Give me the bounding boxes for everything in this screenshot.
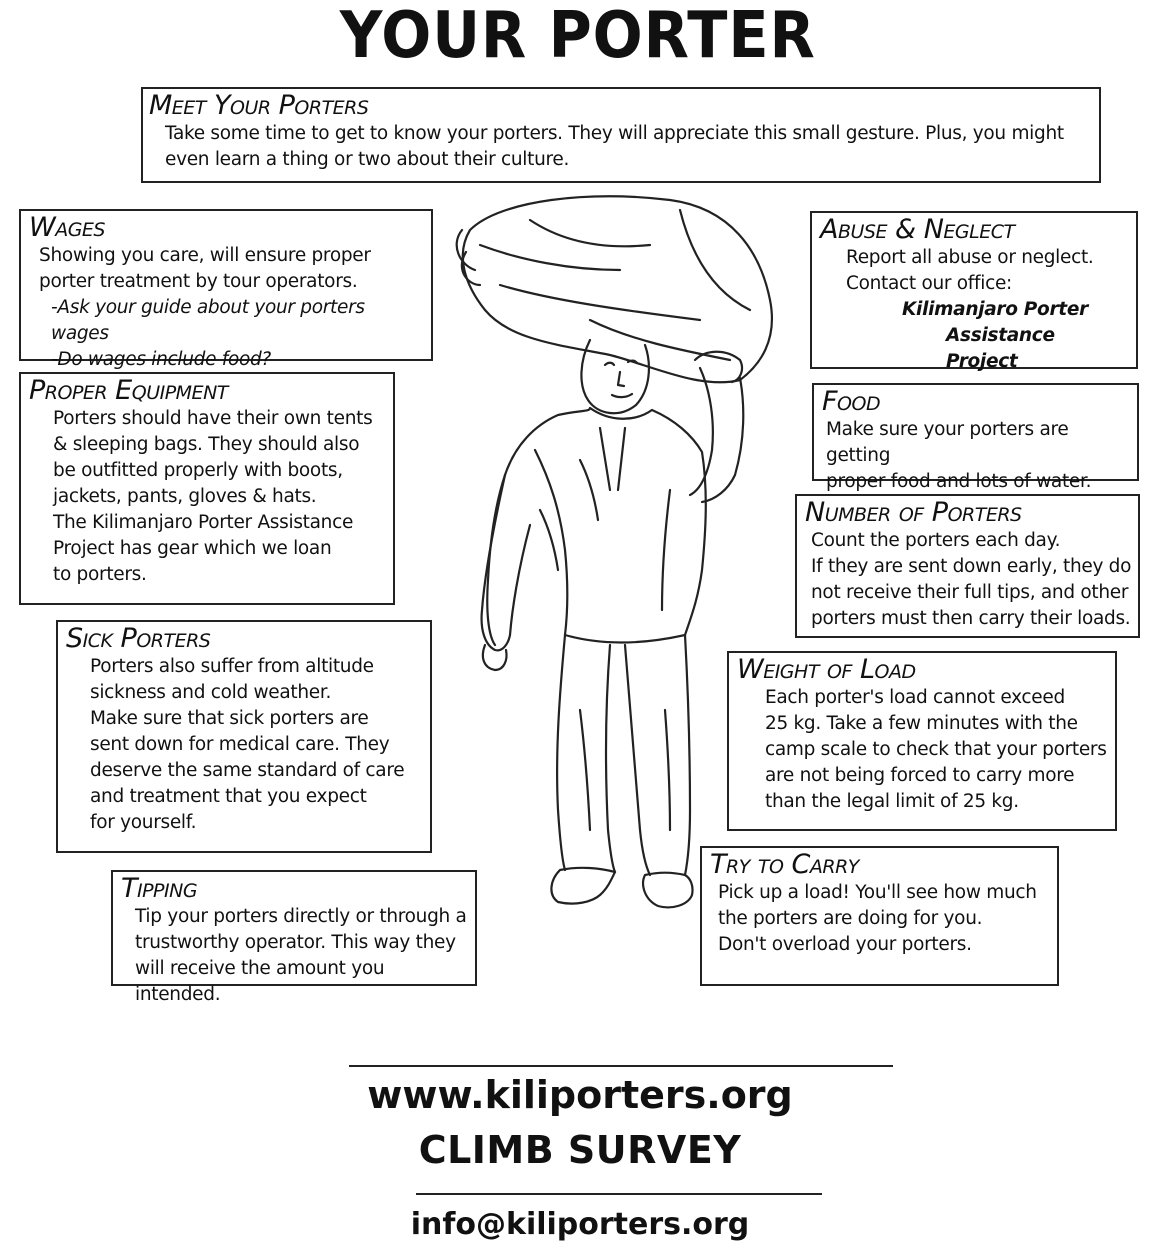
carry-line: Don't overload your porters. [718, 934, 972, 955]
meet-line: even learn a thing or two about their culture. [165, 149, 570, 170]
climb-survey-label: CLIMB SURVEY [418, 1128, 742, 1172]
website-link[interactable]: www.kiliporters.org [367, 1073, 793, 1117]
wages-line: Showing you care, will ensure proper [39, 245, 371, 266]
sick-porters-box [56, 620, 432, 853]
equipment-line: & sleeping bags. They should also [53, 434, 360, 455]
abuse-line: Contact our office: [846, 273, 1012, 294]
jacket-icon [487, 408, 706, 645]
equipment-line: Project has gear which we loan [53, 538, 332, 559]
tipping-line: trustworthy operator. This way they [135, 932, 456, 953]
abuse-line: Report all abuse or neglect. [846, 247, 1094, 268]
right-shoe-icon [643, 873, 692, 908]
number-of-porters-box [795, 494, 1140, 638]
page-title: YOUR PORTER [339, 0, 816, 73]
footer-divider-top [349, 1065, 893, 1067]
left-shoe-icon [551, 868, 615, 904]
meet-your-porters-box [141, 87, 1101, 183]
number-line: Count the porters each day. [811, 530, 1061, 551]
equipment-line: Porters should have their own tents [53, 408, 373, 429]
sick-line: sent down for medical care. They [90, 734, 390, 755]
food-heading: Food [822, 386, 881, 417]
org-name-line: Assistance Project [946, 325, 1055, 372]
number-of-porters-heading: Number of Porters [805, 497, 1022, 528]
weight-line: are not being forced to carry more [765, 765, 1075, 786]
wages-heading: Wages [29, 212, 105, 243]
wages-item: -Ask your guide about your porters wages [51, 297, 365, 344]
weight-line: 25 kg. Take a few minutes with the [765, 713, 1078, 734]
equipment-line: The Kilimanjaro Porter Assistance [53, 512, 354, 533]
trousers-icon [557, 635, 690, 875]
raised-arm-icon [690, 368, 743, 502]
meet-your-porters-heading: Meet Your Porters [149, 90, 369, 121]
food-line: Make sure your porters are getting [826, 419, 1069, 466]
proper-equipment-box [19, 372, 395, 605]
sick-line: for yourself. [90, 812, 197, 833]
weight-line: camp scale to check that your porters [765, 739, 1107, 760]
food-line: proper food and lots of water. [826, 471, 1092, 492]
porter-illustration [440, 190, 800, 920]
sick-line: and treatment that you expect [90, 786, 367, 807]
load-bundle-icon [463, 196, 772, 382]
tipping-heading: Tipping [121, 873, 198, 904]
number-line: not receive their full tips, and other [811, 582, 1129, 603]
sick-line: deserve the same standard of care [90, 760, 405, 781]
wages-box [19, 209, 433, 370]
wages-line: porter treatment by tour operators. [39, 271, 358, 292]
org-name-line: Kilimanjaro Porter [902, 299, 1088, 320]
proper-equipment-heading: Proper Equipment [29, 375, 228, 406]
email-link[interactable]: info@kiliporters.org [410, 1207, 750, 1242]
sick-line: Make sure that sick porters are [90, 708, 369, 729]
equipment-line: to porters. [53, 564, 147, 585]
tipping-line: Tip your porters directly or through a [135, 906, 467, 927]
weight-line: than the legal limit of 25 kg. [765, 791, 1019, 812]
tipping-line: will receive the amount you intended. [135, 958, 385, 1005]
carry-line: Pick up a load! You'll see how much [718, 882, 1037, 903]
number-line: porters must then carry their loads. [811, 608, 1131, 629]
abuse-neglect-heading: Abuse & Neglect [820, 214, 1015, 245]
sick-line: sickness and cold weather. [90, 682, 332, 703]
weight-line: Each porter's load cannot exceed [765, 687, 1065, 708]
equipment-line: jackets, pants, gloves & hats. [53, 486, 317, 507]
food-box [812, 383, 1139, 492]
carry-line: the porters are doing for you. [718, 908, 983, 929]
tipping-box [111, 870, 477, 1005]
weight-of-load-heading: Weight of Load [737, 654, 916, 685]
number-line: If they are sent down early, they do [811, 556, 1132, 577]
sick-line: Porters also suffer from altitude [90, 656, 374, 677]
meet-line: Take some time to get to know your porters. They will appreciate this small gesture. Plus, you might [165, 123, 1064, 144]
wages-item: -Do wages include food? [51, 349, 271, 370]
footer-divider-bottom [416, 1193, 822, 1195]
equipment-line: be outfitted properly with boots, [53, 460, 343, 481]
try-to-carry-heading: Try to Carry [710, 849, 859, 880]
abuse-neglect-box [810, 211, 1138, 372]
sick-porters-heading: Sick Porters [66, 623, 211, 654]
